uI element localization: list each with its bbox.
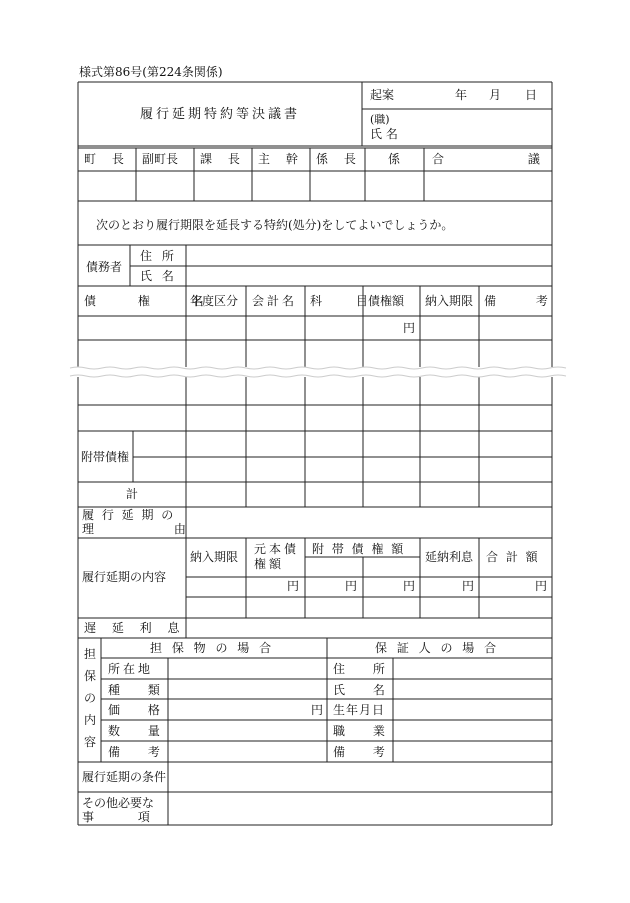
other-label-2: 事 項: [82, 810, 150, 824]
yen-content-attached-2: 円: [403, 579, 416, 593]
collateral-remarks-label: 備 考: [108, 745, 160, 759]
collateral-quantity-label: 数 量: [108, 724, 160, 738]
collateral-location-label: 所在地: [108, 662, 154, 676]
conditions-label: 履行延期の条件: [82, 770, 167, 784]
month-label: 月: [489, 88, 502, 102]
yen-content-total: 円: [535, 579, 548, 593]
yen-amount-1: 円: [403, 321, 416, 335]
post-label: (職): [370, 113, 390, 126]
guarantor-header: 保 証 人 の 場 合: [375, 641, 500, 655]
total-label: 計: [126, 487, 139, 501]
form-title: 履行延期特約等決議書: [140, 107, 301, 122]
sig-deputy-mayor: 副町長: [142, 152, 179, 166]
debtor-label: 債務者: [86, 260, 123, 274]
yen-collateral-price: 円: [311, 703, 324, 717]
year-label: 年: [455, 88, 468, 102]
content-hdr-interest: 延納利息: [425, 550, 474, 564]
yen-content-attached-1: 円: [345, 579, 358, 593]
content-hdr-attached: 附 帯 債 権 額: [312, 542, 406, 556]
hdr-remarks: 備 考: [484, 294, 548, 308]
hdr-fiscal-year: 年度区分: [190, 294, 239, 308]
day-label: 日: [525, 88, 538, 102]
guarantor-name-label: 氏 名: [333, 683, 385, 697]
yen-content-interest: 円: [462, 579, 475, 593]
debtor-name-label: 氏 名: [140, 269, 177, 283]
guarantor-birthdate-label: 生年月日: [333, 703, 386, 717]
guarantor-address-label: 住 所: [333, 662, 385, 676]
sig-section-chief: 課 長: [200, 152, 246, 166]
collateral-type-label: 種 類: [108, 683, 160, 697]
guarantor-remarks-label: 備 考: [333, 745, 385, 759]
sig-senior: 主 幹: [258, 152, 304, 166]
collateral-price-label: 価 格: [108, 703, 160, 717]
name-label: 氏 名: [370, 127, 398, 141]
sig-consultation: 合 議: [432, 152, 540, 166]
security-side-2: 保: [84, 669, 97, 683]
kian-label: 起案: [370, 88, 395, 102]
hdr-due: 納入期限: [425, 294, 474, 308]
security-side-5: 容: [84, 735, 97, 749]
yen-content-principal: 円: [287, 579, 300, 593]
content-hdr-due: 納入期限: [190, 550, 239, 564]
attached-claims-label: 附帯債権: [81, 450, 130, 464]
other-label-1: その他必要な: [82, 796, 155, 810]
reason-label-2: 理 由: [82, 522, 186, 536]
content-hdr-principal-1: 元本債: [254, 542, 300, 556]
hdr-claim-name: 債 権 名: [84, 294, 204, 308]
security-side-1: 担: [84, 647, 97, 661]
hdr-item: 科 目: [310, 294, 368, 308]
statement-text: 次のとおり履行期限を延長する特約(処分)をしてよいでしょうか。: [96, 218, 454, 232]
security-side-3: の: [84, 691, 97, 705]
collateral-header: 担 保 物 の 場 合: [150, 641, 275, 655]
security-side-4: 内: [84, 713, 97, 727]
sig-mayor: 町 長: [84, 152, 130, 166]
sig-staff: 係: [388, 152, 401, 166]
content-hdr-principal-2: 権額: [254, 557, 285, 571]
hdr-amount: 債権額: [368, 294, 405, 308]
reason-label-1: 履 行 延 期 の: [82, 508, 176, 522]
content-hdr-total: 合 計 額: [486, 550, 540, 564]
guarantor-occupation-label: 職 業: [333, 724, 385, 738]
hdr-account: 会計名: [252, 294, 298, 308]
form-number: 様式第86号(第224条関係): [79, 65, 223, 79]
late-interest-label: 遅 延 利 息: [84, 621, 180, 635]
content-label: 履行延期の内容: [82, 570, 167, 584]
debtor-address-label: 住 所: [140, 249, 177, 263]
sig-chief: 係 長: [316, 152, 362, 166]
